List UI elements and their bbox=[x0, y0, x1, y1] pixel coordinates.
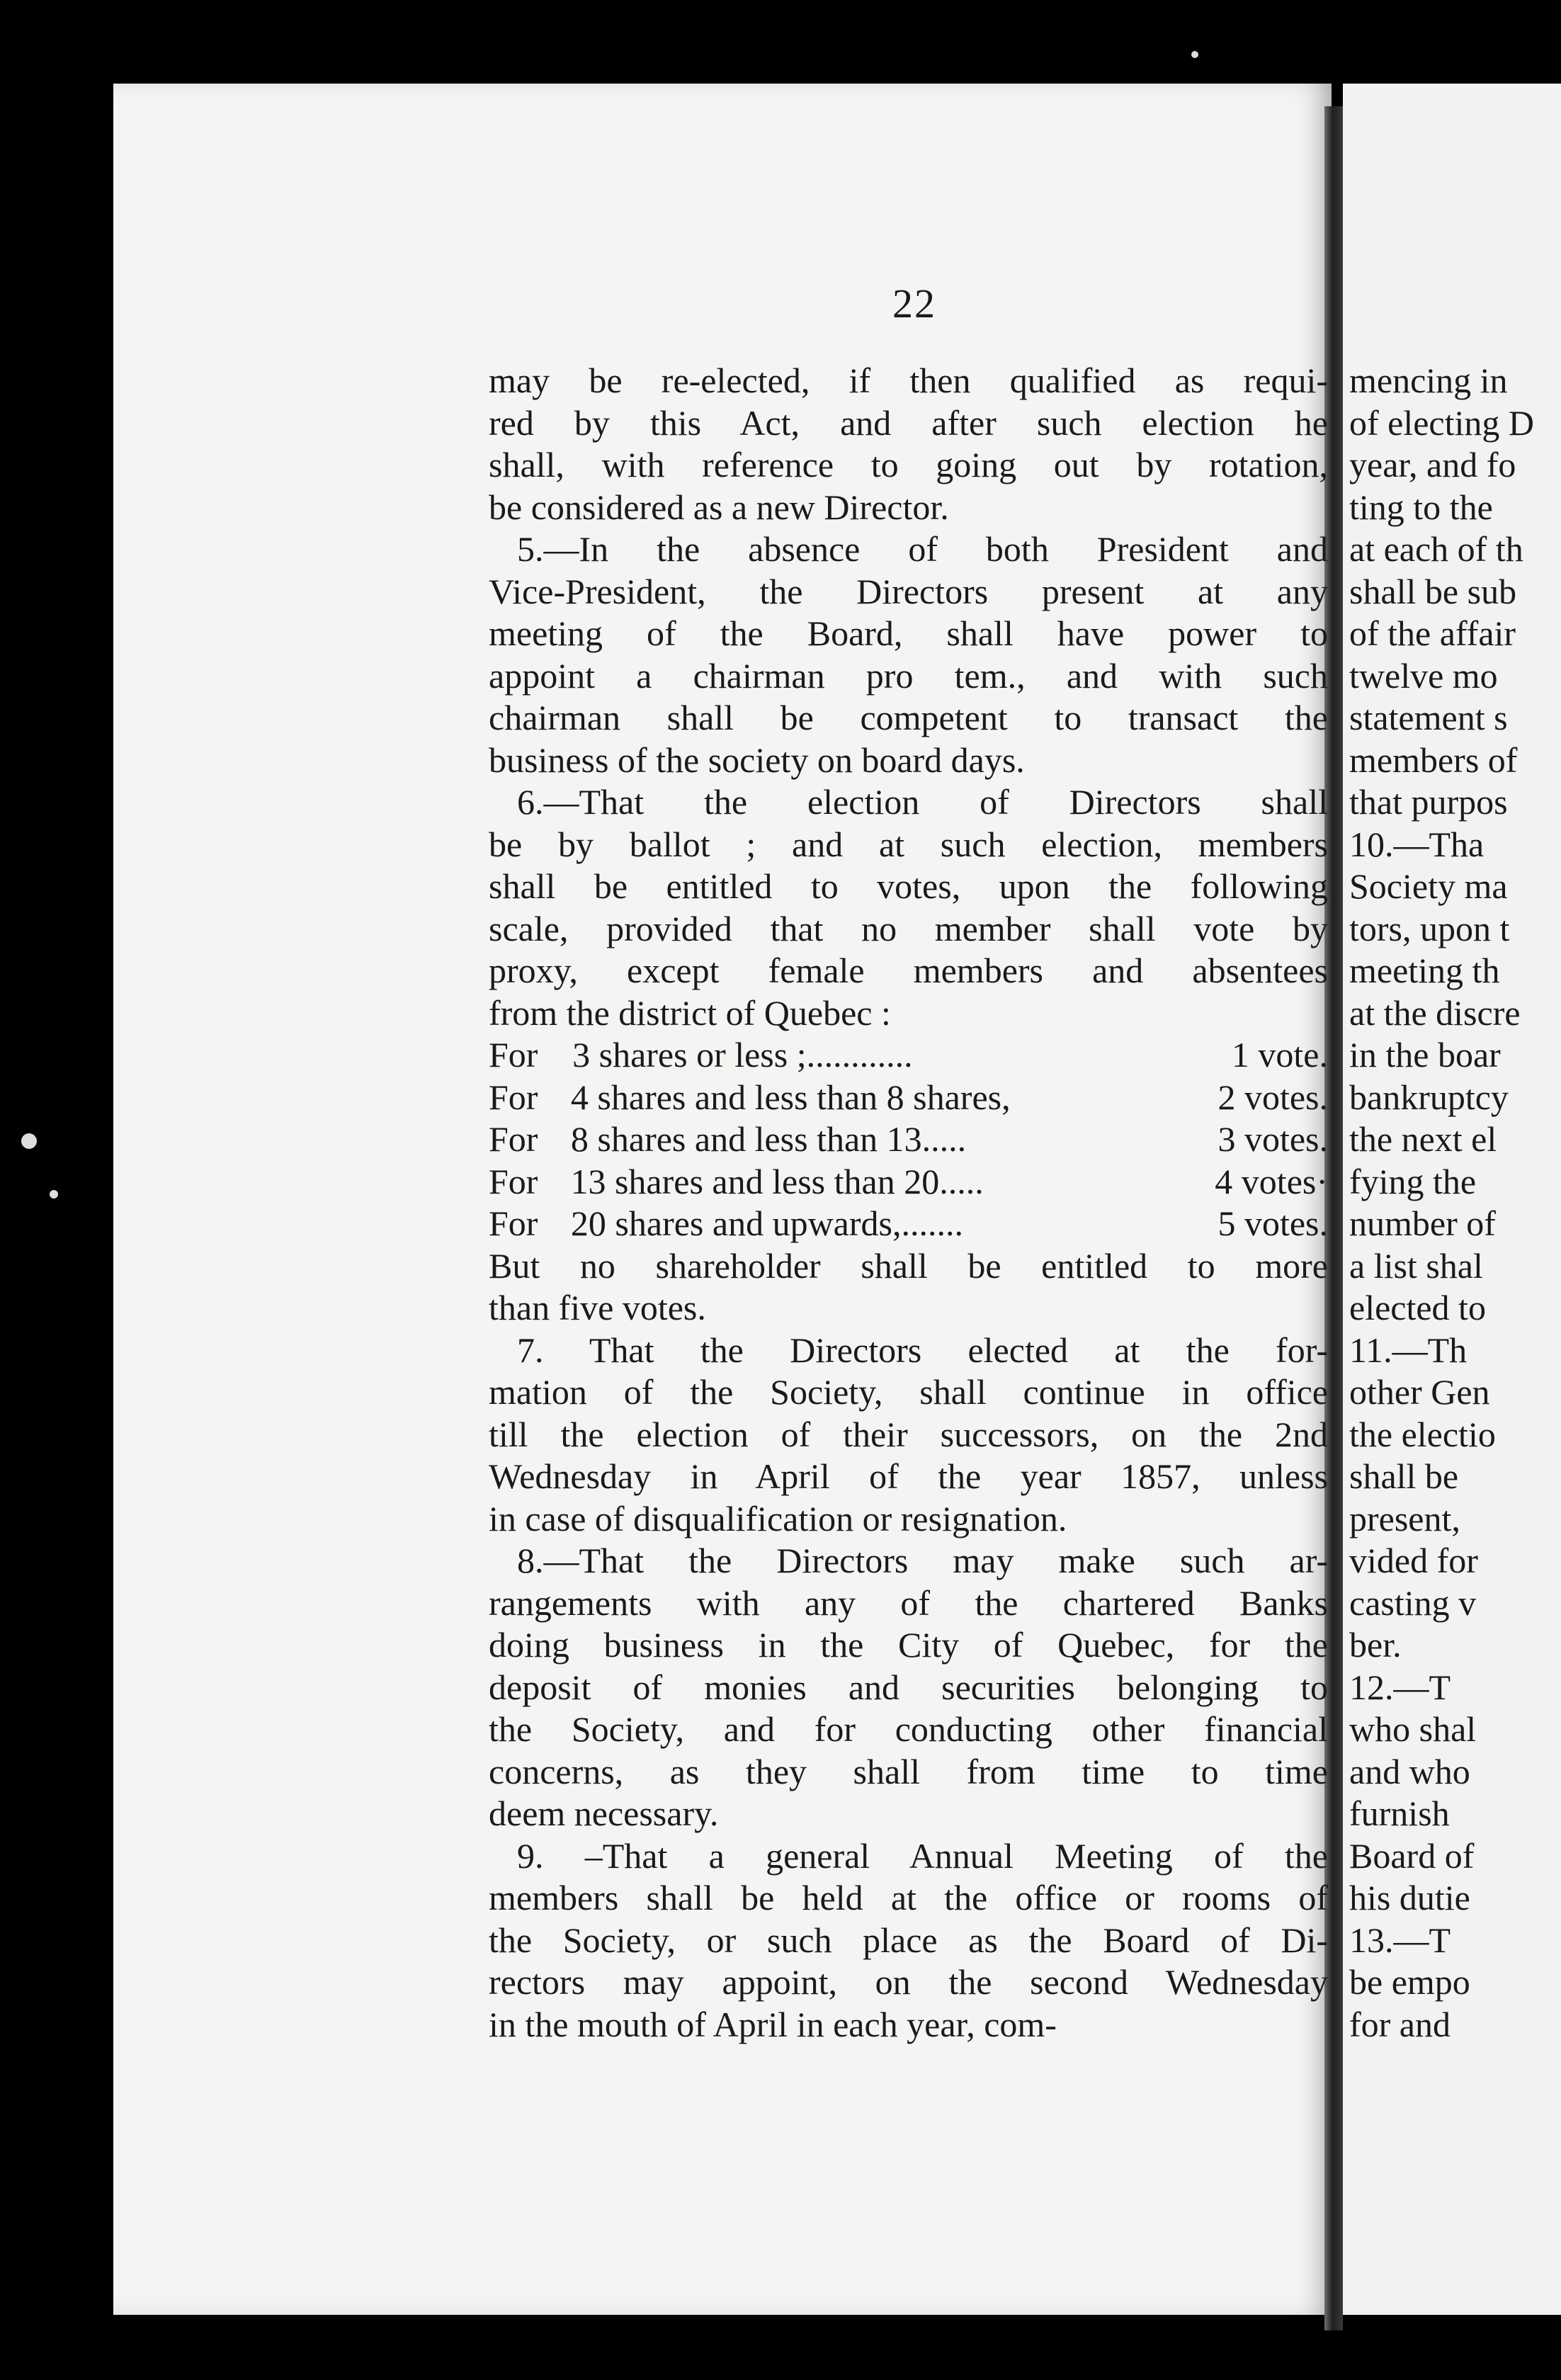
right-text-line: furnish bbox=[1349, 1794, 1450, 1833]
scale-row bbox=[489, 1034, 1328, 1077]
right-text-line: of electing D bbox=[1349, 402, 1535, 443]
right-text-line: a list shal bbox=[1349, 1245, 1483, 1286]
scale-votes: 1 vote. bbox=[1231, 1035, 1328, 1075]
right-text-line: year, and fo bbox=[1349, 445, 1516, 484]
text-line: shall, with reference to going out by rotation, bbox=[489, 445, 1328, 484]
text-line: red by this Act, and after such election he bbox=[489, 402, 1328, 443]
right-text-line: 10.—Tha bbox=[1349, 824, 1485, 864]
scale-row bbox=[489, 1077, 1328, 1119]
right-text-line: fying the bbox=[1349, 1161, 1477, 1201]
scale-for: For bbox=[489, 1077, 538, 1117]
text-line: members shall be held at the office or rooms of bbox=[489, 1878, 1328, 1917]
right-text-line: ber. bbox=[1349, 1625, 1402, 1665]
text-line: shall be entitled to votes, upon the following bbox=[489, 866, 1328, 906]
right-text-line: elected to bbox=[1349, 1288, 1486, 1327]
right-text-line: Society ma bbox=[1349, 866, 1508, 906]
text-line: 5.—In the absence of both President and bbox=[517, 529, 1328, 569]
paragraphs-7-to-9 bbox=[489, 1245, 1328, 2046]
right-text-line: vided for bbox=[1349, 1541, 1478, 1580]
right-text-line: be empo bbox=[1349, 1962, 1470, 2002]
scale-row bbox=[489, 1203, 1328, 1245]
scale-shares: 4 shares and less than 8 shares, bbox=[570, 1077, 1011, 1117]
text-line: But no shareholder shall be entitled to more bbox=[489, 1245, 1328, 1286]
text-line: may be re-elected, if then qualified as requi- bbox=[489, 361, 1328, 400]
right-text-line: casting v bbox=[1349, 1582, 1477, 1623]
text-line: in case of disqualification or resignation. bbox=[489, 1498, 1067, 1538]
text-line: 6.—That the election of Directors shall bbox=[517, 782, 1328, 822]
right-text-line: his dutie bbox=[1349, 1878, 1470, 1917]
right-text-line: the next el bbox=[1349, 1119, 1497, 1159]
text-line: be by ballot ; and at such election, members bbox=[489, 824, 1328, 864]
right-text-line: at the discre bbox=[1349, 992, 1521, 1033]
scale-votes: 3 votes. bbox=[1217, 1119, 1328, 1159]
text-line: concerns, as they shall from time to time bbox=[489, 1751, 1328, 1791]
right-text-line: Board of bbox=[1349, 1835, 1475, 1876]
right-text-line: and who bbox=[1349, 1751, 1470, 1791]
scale-votes: 4 votes· bbox=[1215, 1161, 1328, 1201]
text-line: doing business in the City of Quebec, for the bbox=[489, 1625, 1328, 1665]
right-text-line: shall be bbox=[1349, 1456, 1459, 1496]
right-text-line: members of bbox=[1349, 740, 1518, 780]
right-text-line: shall be sub bbox=[1349, 571, 1517, 611]
right-text-line: of the affair bbox=[1349, 613, 1516, 653]
scale-for: For bbox=[489, 1161, 538, 1201]
dust-speck bbox=[21, 1133, 37, 1149]
text-line: from the district of Quebec : bbox=[489, 992, 891, 1033]
right-text-line: bankruptcy bbox=[1349, 1077, 1509, 1117]
text-line: meeting of the Board, shall have power to bbox=[489, 613, 1328, 653]
right-text-line: 12.—T bbox=[1349, 1667, 1451, 1707]
text-line: rectors may appoint, on the second Wednesday bbox=[489, 1962, 1328, 2002]
right-text-line: in the boar bbox=[1349, 1035, 1501, 1075]
scale-row bbox=[489, 1118, 1328, 1161]
text-line: 8.—That the Directors may make such ar- bbox=[517, 1541, 1328, 1580]
dust-speck bbox=[50, 1190, 58, 1198]
right-text-line: 11.—Th bbox=[1349, 1330, 1468, 1370]
page-number: 22 bbox=[892, 280, 936, 327]
right-text-line: mencing in bbox=[1349, 361, 1508, 400]
paragraphs-4-to-6 bbox=[489, 360, 1328, 1034]
text-line: chairman shall be competent to transact the bbox=[489, 698, 1328, 737]
scale-votes: 5 votes. bbox=[1217, 1203, 1328, 1243]
right-text-line: present, bbox=[1349, 1498, 1460, 1538]
right-text-line: 13.—T bbox=[1349, 1920, 1451, 1960]
left-column-text bbox=[489, 360, 1328, 2046]
right-text-line: who shal bbox=[1349, 1709, 1477, 1749]
text-line: than five votes. bbox=[489, 1288, 706, 1327]
right-text-line: tors, upon t bbox=[1349, 908, 1510, 948]
text-line: scale, provided that no member shall vote by bbox=[489, 908, 1328, 948]
text-line: deem necessary. bbox=[489, 1794, 719, 1833]
scale-for: For bbox=[489, 1119, 538, 1159]
text-line: business of the society on board days. bbox=[489, 740, 1025, 780]
text-line: mation of the Society, shall continue in office bbox=[489, 1372, 1328, 1412]
text-line: be considered as a new Director. bbox=[489, 487, 949, 527]
right-text-line: at each of th bbox=[1349, 529, 1523, 569]
right-text-line: other Gen bbox=[1349, 1372, 1490, 1412]
text-line: deposit of monies and securities belonging to bbox=[489, 1667, 1328, 1707]
voting-scale-table bbox=[489, 1034, 1328, 1245]
text-line: proxy, except female members and absentees bbox=[489, 951, 1328, 990]
text-line: rangements with any of the chartered Banks bbox=[489, 1582, 1328, 1623]
text-line: the Society, and for conducting other financial bbox=[489, 1709, 1328, 1749]
scale-shares: 13 shares and less than 20..... bbox=[570, 1161, 984, 1201]
scale-shares: 8 shares and less than 13..... bbox=[570, 1119, 967, 1159]
text-line: appoint a chairman pro tem., and with such bbox=[489, 655, 1328, 696]
right-text-line: for and bbox=[1349, 2004, 1451, 2044]
text-line: Wednesday in April of the year 1857, unless bbox=[489, 1456, 1328, 1496]
dust-speck bbox=[1191, 51, 1198, 58]
text-line: in the mouth of April in each year, com- bbox=[489, 2004, 1057, 2044]
text-line: till the election of their successors, on the 2nd bbox=[489, 1414, 1328, 1454]
right-text-line: number of bbox=[1349, 1203, 1496, 1243]
scale-row bbox=[489, 1161, 1328, 1203]
text-line: 7. That the Directors elected at the for- bbox=[517, 1330, 1328, 1370]
scale-for: For bbox=[489, 1035, 538, 1075]
text-line: Vice-President, the Directors present at any bbox=[489, 571, 1328, 611]
right-text-line: statement s bbox=[1349, 698, 1508, 737]
text-line: the Society, or such place as the Board of Di- bbox=[489, 1920, 1328, 1960]
right-text-line: the electio bbox=[1349, 1414, 1496, 1454]
right-text-line: twelve mo bbox=[1349, 655, 1498, 696]
scale-shares: 3 shares or less ;............ bbox=[572, 1035, 913, 1075]
scale-shares: 20 shares and upwards,....... bbox=[570, 1203, 963, 1243]
right-text-line: meeting th bbox=[1349, 951, 1500, 990]
scale-for: For bbox=[489, 1203, 538, 1243]
right-text-line: that purpos bbox=[1349, 782, 1508, 822]
right-column-text bbox=[1349, 360, 1561, 2046]
scale-votes: 2 votes. bbox=[1217, 1077, 1328, 1117]
right-text-line: ting to the bbox=[1349, 487, 1493, 527]
text-line: 9. –That a general Annual Meeting of the bbox=[517, 1835, 1328, 1876]
